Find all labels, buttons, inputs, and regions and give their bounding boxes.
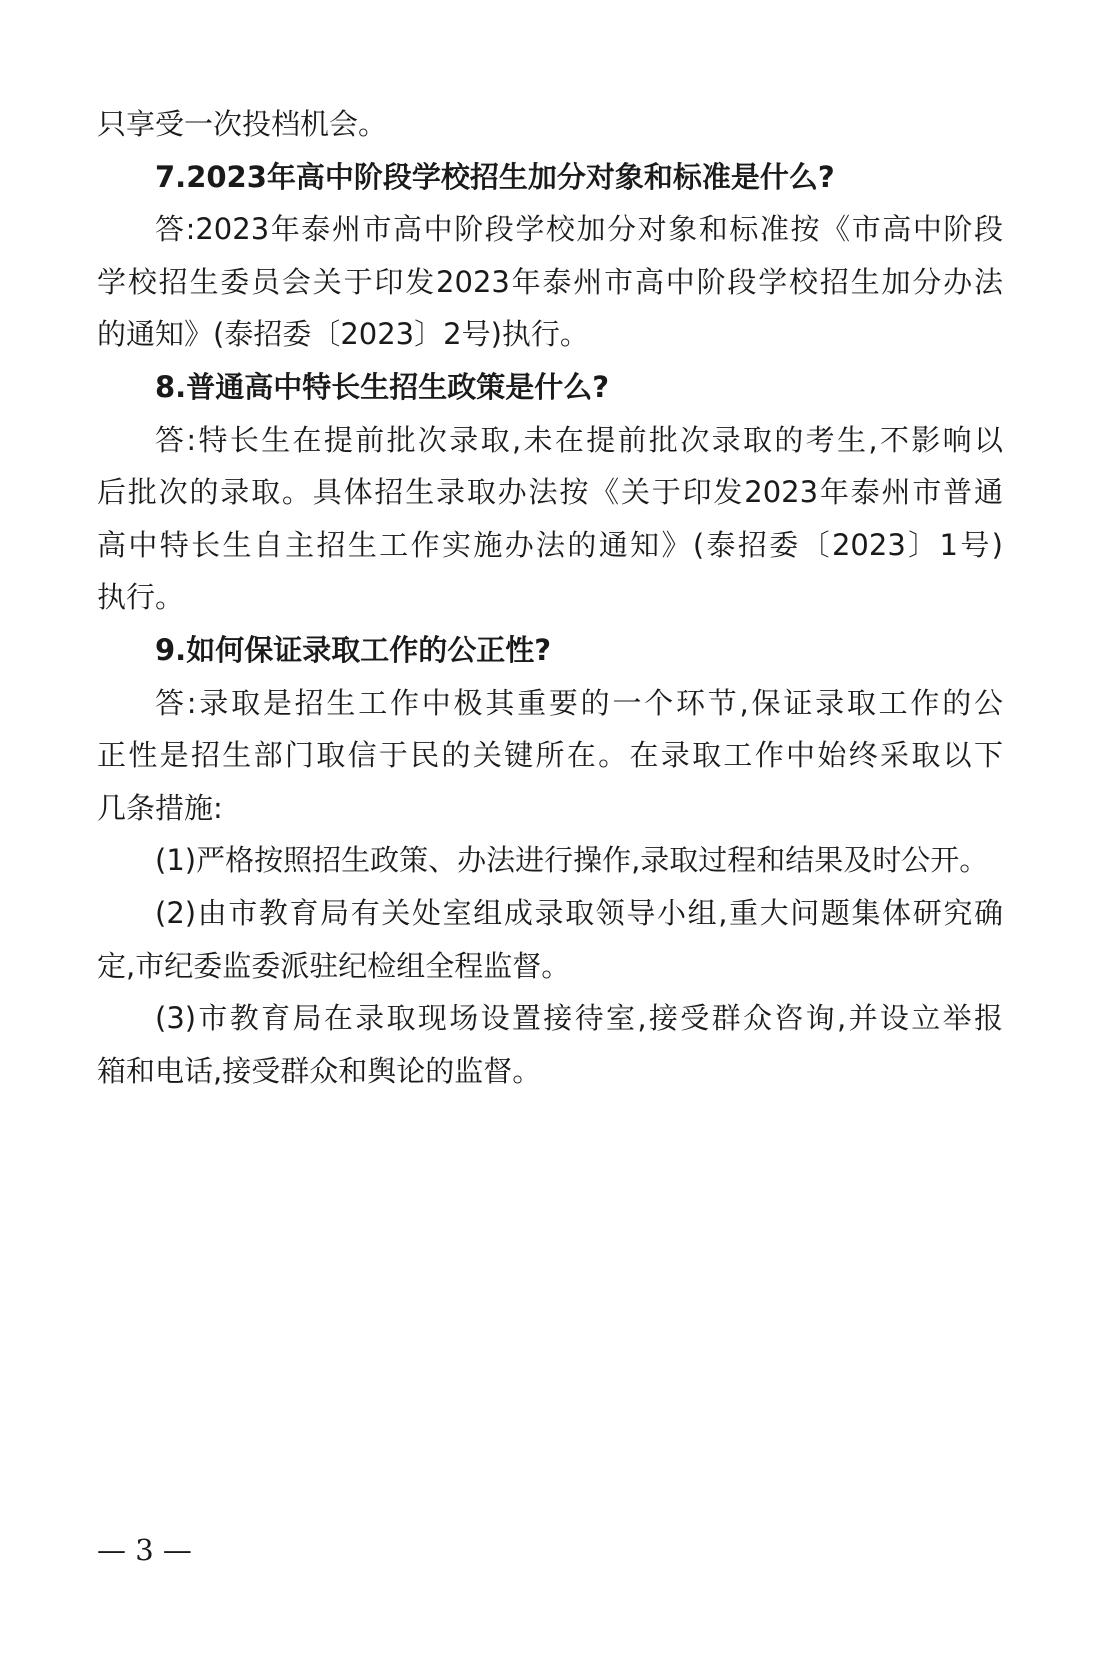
page-number: — 3 — <box>97 1533 192 1567</box>
answer-line: 答:特长生在提前批次录取,未在提前批次录取的考生,不影响以 <box>155 422 1003 457</box>
question-heading-7: 7.2023年高中阶段学校招生加分对象和标准是什么? <box>155 159 835 194</box>
answer-line: 执行。 <box>97 580 185 615</box>
measure-item-3: (3)市教育局在录取现场设置接待室,接受群众咨询,并设立举报 <box>155 1001 1003 1036</box>
answer-line: 的通知》(泰招委〔2023〕2号)执行。 <box>97 317 589 352</box>
answer-line: 正性是招生部门取信于民的关键所在。在录取工作中始终采取以下 <box>97 738 1003 773</box>
paragraph-line: 只享受一次投档机会。 <box>97 107 388 141</box>
measure-item-2-cont: 定,市纪委监委派驻纪检组全程监督。 <box>97 948 571 983</box>
answer-line: 答:2023年泰州市高中阶段学校加分对象和标准按《市高中阶段 <box>155 212 1003 247</box>
answer-line: 后批次的录取。具体招生录取办法按《关于印发2023年泰州市普通 <box>97 475 1003 510</box>
question-heading-8: 8.普通高中特长生招生政策是什么? <box>155 369 610 404</box>
answer-line: 答:录取是招生工作中极其重要的一个环节,保证录取工作的公 <box>155 685 1003 720</box>
measure-item-3-cont: 箱和电话,接受群众和舆论的监督。 <box>97 1053 542 1088</box>
document-body <box>97 98 1003 1097</box>
question-heading-9: 9.如何保证录取工作的公正性? <box>155 632 552 667</box>
answer-line: 高中特长生自主招生工作实施办法的通知》(泰招委〔2023〕1号) <box>97 527 1003 562</box>
answer-line: 学校招生委员会关于印发2023年泰州市高中阶段学校招生加分办法 <box>97 264 1003 299</box>
answer-line: 几条措施: <box>97 790 223 825</box>
measure-item-1: (1)严格按照招生政策、办法进行操作,录取过程和结果及时公开。 <box>155 843 989 878</box>
measure-item-2: (2)由市教育局有关处室组成录取领导小组,重大问题集体研究确 <box>155 895 1003 930</box>
